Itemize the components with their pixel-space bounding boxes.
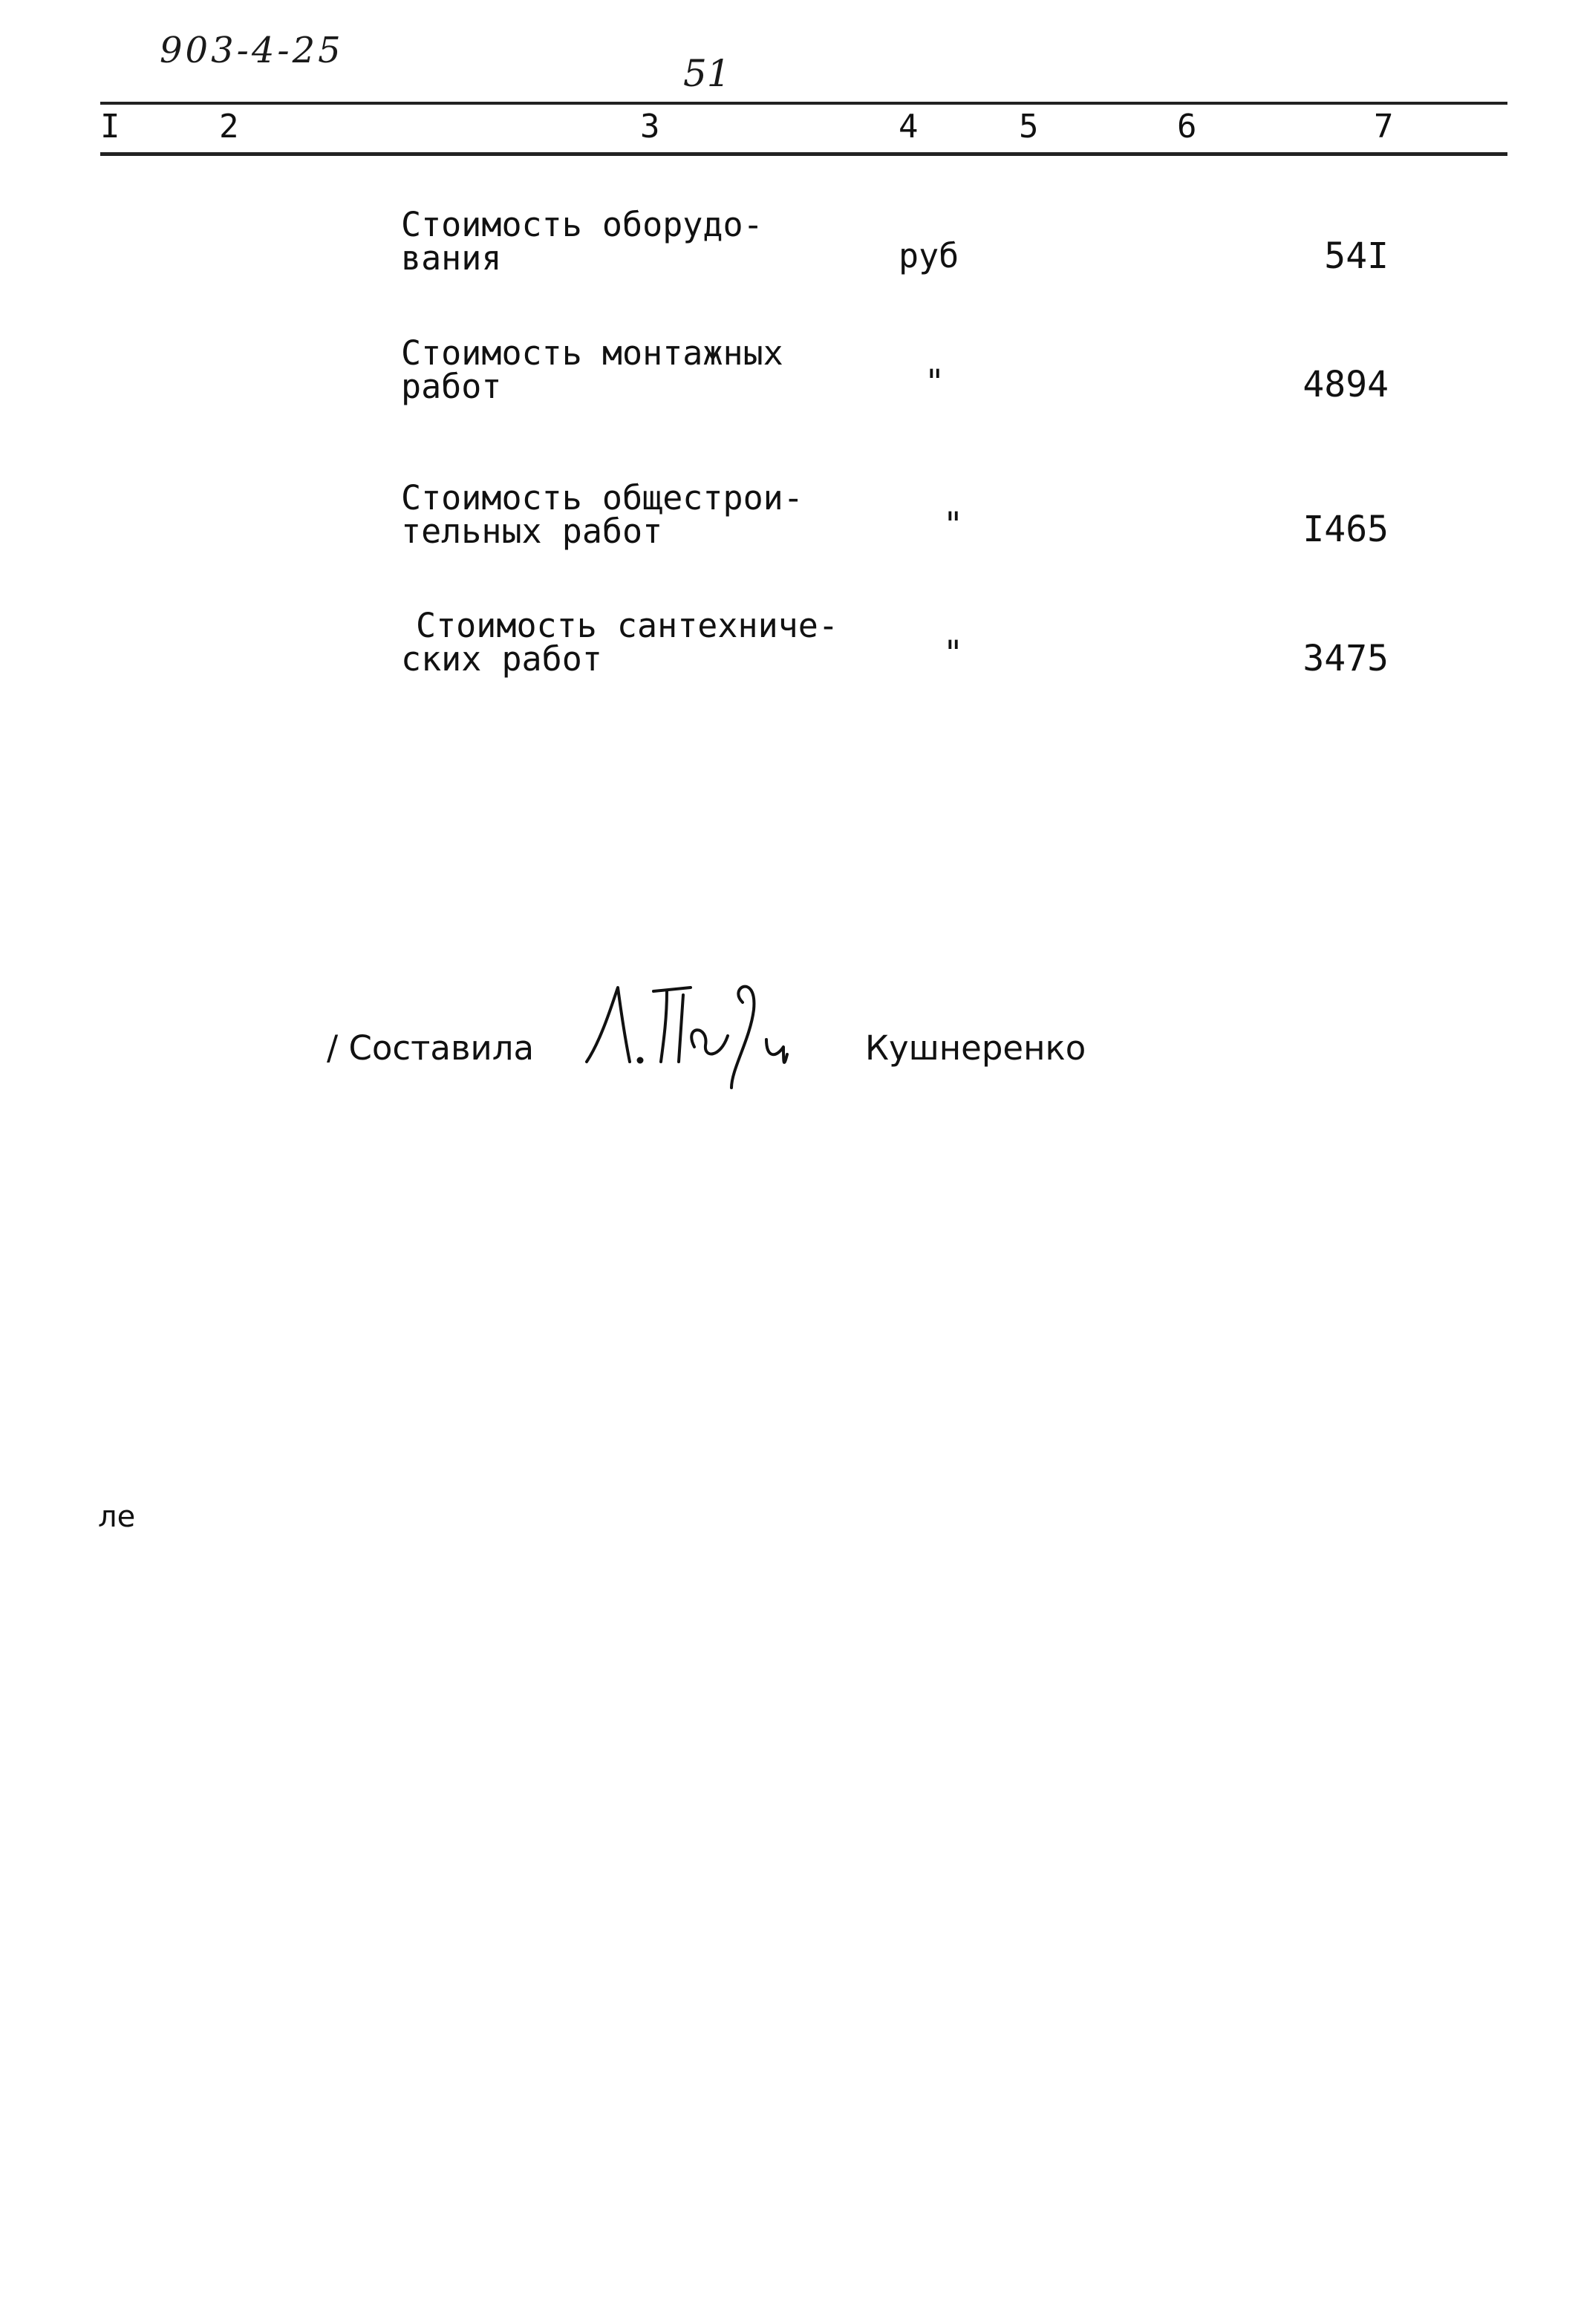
column-number-2: 2 [219, 108, 239, 146]
row-name-line: работ [401, 367, 502, 406]
page-number: 51 [683, 52, 731, 95]
row-plumbing-unit: " [943, 633, 964, 673]
margin-note: ле [98, 1500, 136, 1534]
table-rule-top [100, 102, 1507, 105]
row-installation-name [401, 333, 783, 406]
signature [572, 958, 824, 1091]
row-plumbing-name [401, 606, 838, 679]
column-number-5: 5 [1019, 108, 1039, 146]
row-name-line: Стоимость монтажных [401, 333, 783, 373]
column-number-4: 4 [899, 108, 919, 146]
compiler-name: Кушнеренко [865, 1028, 1086, 1068]
column-number-7: 7 [1374, 108, 1394, 146]
row-name-line: Стоимость общестрои- [401, 478, 803, 518]
table-rule-bottom [100, 152, 1507, 156]
row-equipment-unit: руб [899, 236, 959, 275]
compiled-label: / Составила [327, 1028, 535, 1068]
row-name-line: Стоимость оборудо- [401, 205, 763, 244]
row-construction-value: I465 [1302, 509, 1389, 550]
column-number-3: 3 [640, 108, 660, 146]
row-name-line: Стоимость сантехниче- [416, 606, 838, 645]
row-plumbing-value: 3475 [1302, 638, 1389, 679]
row-construction-name [401, 478, 803, 551]
row-installation-unit: " [925, 362, 945, 402]
column-number-1: I [100, 108, 120, 146]
row-name-line: тельных работ [401, 512, 663, 551]
column-number-6: 6 [1177, 108, 1197, 146]
row-name-line: вания [401, 238, 502, 278]
row-equipment-value: 54I [1324, 235, 1389, 277]
row-name-line: ских работ [401, 639, 602, 679]
row-equipment-name [401, 205, 763, 278]
row-installation-value: 4894 [1302, 364, 1389, 405]
doc-code: 903-4-25 [160, 30, 344, 71]
row-construction-unit: " [943, 505, 964, 544]
